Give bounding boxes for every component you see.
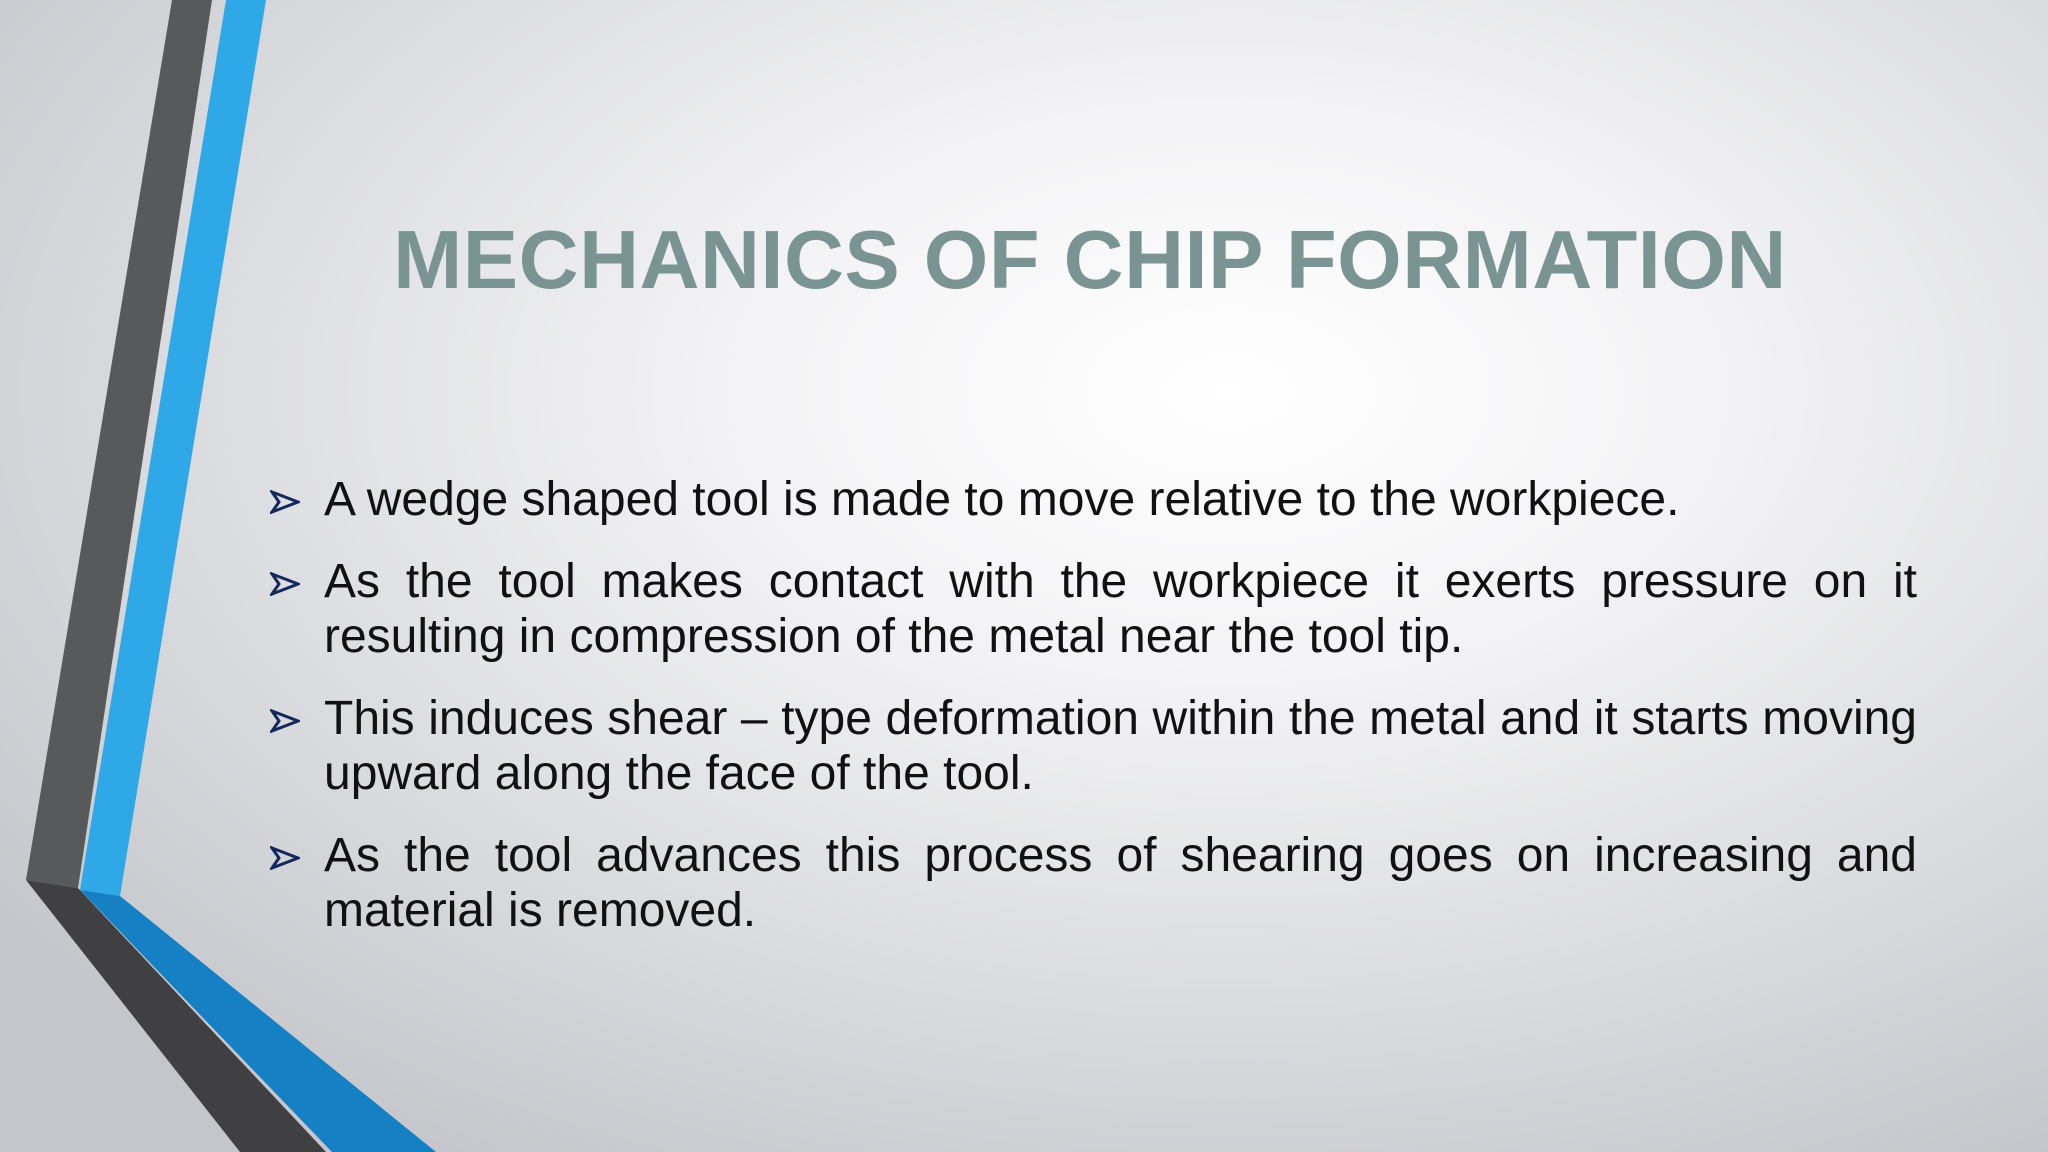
arrowhead-bullet-icon: [270, 572, 300, 596]
bullet-text: This induces shear – type deformation within the metal and it starts moving upward along the face of the tool.: [324, 692, 1917, 800]
bullet-text: A wedge shaped tool is made to move relative to the workpiece.: [324, 473, 1680, 526]
arrowhead-bullet-icon: [270, 490, 300, 514]
bullet-text: As the tool advances this process of shearing goes on increasing and material is removed.: [324, 829, 1917, 937]
bullet-item: [268, 554, 1917, 664]
bullet-item: [268, 828, 1917, 938]
bullet-item: [268, 472, 1917, 527]
slide-title: MECHANICS OF CHIP FORMATION: [393, 213, 1787, 306]
bullet-item: [268, 691, 1917, 801]
bullet-list: [268, 472, 1917, 965]
arrowhead-bullet-icon: [270, 846, 300, 870]
bullet-text: As the tool makes contact with the workpiece it exerts pressure on it resulting in compression of the metal near the tool tip.: [324, 555, 1917, 663]
arrowhead-bullet-icon: [270, 709, 300, 733]
